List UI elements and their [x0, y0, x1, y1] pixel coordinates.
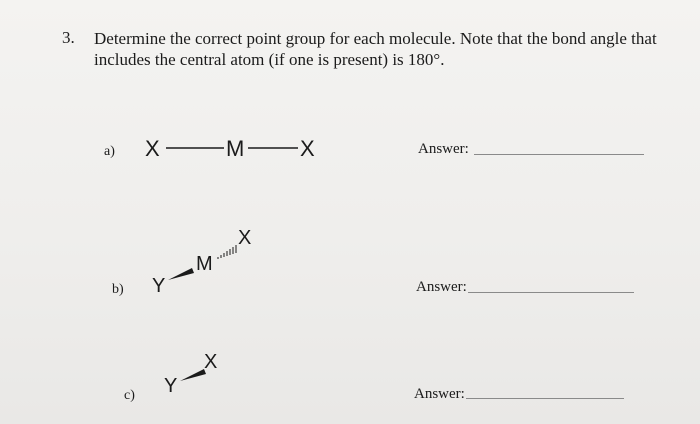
question-text: Determine the correct point group for each molecule. Note that the bond angle that includes the central atom (if one is present) is 180°.: [94, 29, 657, 69]
part-b-label: b): [112, 282, 124, 297]
molecule-a-atom-m: M: [226, 136, 245, 161]
molecule-a-atom-x-left: X: [145, 136, 160, 161]
molecule-c-wedge-bond: [180, 369, 206, 381]
molecule-a: [145, 136, 315, 161]
molecule-b-atom-y: Y: [152, 275, 166, 297]
part-a-label: a): [104, 144, 115, 159]
molecule-b-atom-m: M: [196, 253, 213, 275]
part-b-answer-label: Answer:: [416, 279, 467, 295]
molecule-b-hashed-bond: [218, 245, 236, 259]
part-a-answer-label: Answer:: [418, 141, 469, 157]
molecule-b-wedge-bond: [168, 268, 194, 280]
part-c-label: c): [124, 388, 135, 403]
part-c-answer-label: Answer:: [414, 386, 465, 402]
molecule-c-atom-y: Y: [164, 375, 178, 397]
molecule-b-atom-x: X: [238, 227, 252, 249]
molecule-c: [164, 351, 217, 397]
molecule-a-atom-x-right: X: [300, 136, 315, 161]
molecule-b: [152, 227, 251, 297]
molecule-c-atom-x: X: [204, 351, 218, 373]
question-number: 3.: [62, 28, 75, 47]
